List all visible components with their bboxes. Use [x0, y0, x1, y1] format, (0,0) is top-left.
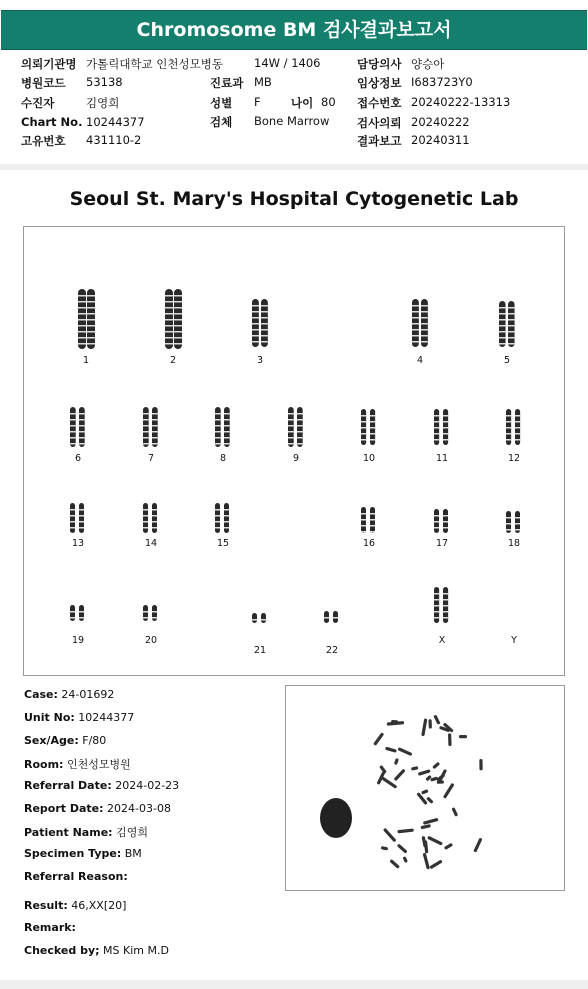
chromosome-image-5	[495, 301, 519, 347]
chromosome-image-15	[211, 503, 235, 533]
specimen-label: 검체	[210, 115, 233, 129]
sex-label: 성별	[210, 96, 233, 110]
doctor-value: 양승아	[411, 57, 445, 71]
chromosome-label-12: 12	[507, 453, 521, 464]
chromosome-label-8: 8	[219, 453, 227, 464]
metaphase-chromosome	[443, 783, 455, 799]
chromosome-image-21	[248, 613, 272, 623]
dept-value: MB	[254, 75, 272, 89]
institution-label: 의뢰기관명	[21, 57, 77, 71]
metaphase-chromosome	[473, 838, 482, 853]
metaphase-chromosome	[397, 844, 408, 854]
age-label: 나이	[291, 96, 314, 110]
chromosome-image-1	[74, 289, 98, 349]
chromosome-image-20	[139, 605, 163, 621]
dept-label: 진료과	[210, 76, 244, 90]
chromosome-image-12	[502, 409, 526, 445]
report-date-row: Report Date: 2024-03-08	[24, 802, 171, 815]
result-row: Result: 46,XX[20]	[24, 899, 127, 912]
chromosome-label-20: 20	[144, 635, 158, 646]
chromosome-label-18: 18	[507, 538, 521, 549]
patient-value: 김영희	[86, 96, 120, 110]
metaphase-chromosome	[394, 758, 399, 765]
result-date-value: 20240311	[411, 133, 470, 147]
interphase-nucleus	[320, 798, 352, 838]
metaphase-chromosome	[391, 720, 398, 724]
request-date-label: 검사의뢰	[357, 116, 402, 130]
chromosome-label-11: 11	[435, 453, 449, 464]
chromosome-image-11	[430, 409, 454, 445]
metaphase-chromosome	[423, 853, 430, 870]
metaphase-chromosome	[421, 718, 427, 736]
chromosome-image-18	[502, 511, 526, 533]
metaphase-chromosome	[381, 846, 389, 851]
doctor-label: 담당의사	[357, 57, 402, 71]
request-date-value: 20240222	[411, 115, 470, 129]
metaphase-chromosome	[479, 759, 482, 770]
chromosome-image-2	[161, 289, 185, 349]
remark-row: Remark:	[24, 921, 76, 934]
chromosome-label-2: 2	[169, 355, 177, 366]
chromosome-label-13: 13	[71, 538, 85, 549]
metaphase-chromosome	[411, 766, 419, 771]
chromosome-label-6: 6	[74, 453, 82, 464]
chromosome-label-1: 1	[82, 355, 90, 366]
chromosome-image-16	[357, 507, 381, 533]
hospital-code-value: 53138	[86, 75, 123, 89]
metaphase-chromosome	[420, 824, 431, 829]
chromosome-label-7: 7	[147, 453, 155, 464]
age-value: 80	[321, 95, 336, 109]
metaphase-chromosome	[444, 843, 453, 850]
chromosome-label-15: 15	[216, 538, 230, 549]
chart-no-value: 10244377	[86, 115, 145, 129]
karyogram-panel	[23, 226, 565, 676]
metaphase-chromosome	[424, 840, 429, 853]
metaphase-chromosome	[416, 792, 427, 805]
clinical-info-value: I683723Y0	[411, 75, 473, 89]
chromosome-image-14	[139, 503, 163, 533]
chromosome-image-7	[139, 407, 163, 447]
chromosome-label-16: 16	[362, 538, 376, 549]
referral-date-row: Referral Date: 2024-02-23	[24, 779, 180, 792]
unit-row: Unit No: 10244377	[24, 711, 135, 724]
ward-value: 14W / 1406	[254, 56, 321, 70]
metaphase-chromosome	[451, 807, 458, 817]
receipt-no-label: 접수번호	[357, 96, 402, 110]
metaphase-chromosome	[433, 715, 440, 725]
chromosome-label-5: 5	[503, 355, 511, 366]
metaphase-chromosome	[397, 828, 414, 833]
metaphase-chromosome	[398, 747, 413, 756]
chromosome-image-X	[430, 587, 454, 623]
institution-value: 가톨릭대학교 인천성모병동	[86, 57, 223, 71]
metaphase-chromosome	[373, 732, 384, 746]
chromosome-label-X: X	[438, 635, 446, 646]
chromosome-label-17: 17	[435, 538, 449, 549]
metaphase-chromosome	[421, 789, 429, 795]
receipt-no-value: 20240222-13313	[411, 95, 511, 109]
metaphase-image	[285, 685, 565, 891]
metaphase-chromosome	[389, 859, 400, 869]
chromosome-label-22: 22	[325, 645, 339, 656]
metaphase-chromosome	[448, 733, 452, 746]
chromosome-image-4	[408, 299, 432, 347]
chromosome-image-22	[320, 611, 344, 623]
metaphase-chromosome	[383, 828, 397, 843]
chromosome-label-10: 10	[362, 453, 376, 464]
report-header	[0, 0, 588, 164]
metaphase-chromosome	[429, 859, 442, 869]
chart-no-label: Chart No.	[21, 115, 83, 129]
chromosome-image-3	[248, 299, 272, 347]
metaphase-chromosome	[385, 747, 397, 753]
unique-id-label: 고유번호	[21, 134, 66, 148]
chromosome-label-14: 14	[144, 538, 158, 549]
metaphase-chromosome	[426, 797, 434, 804]
metaphase-chromosome	[432, 762, 440, 770]
checked-by-row: Checked by; MS Kim M.D	[24, 944, 169, 957]
lab-title: Seoul St. Mary's Hospital Cytogenetic Lab	[69, 188, 519, 210]
patient-name-row: Patient Name: 김영희	[24, 826, 148, 839]
chromosome-image-8	[211, 407, 235, 447]
chromosome-label-3: 3	[256, 355, 264, 366]
room-row: Room: 인천성모병원	[24, 758, 131, 771]
metaphase-spread	[286, 686, 564, 890]
chromosome-image-6	[66, 407, 90, 447]
metaphase-chromosome	[402, 856, 407, 863]
specimen-value: Bone Marrow	[254, 114, 330, 128]
sex-value: F	[254, 95, 261, 109]
chromosome-label-4: 4	[416, 355, 424, 366]
specimen-type-row: Specimen Type: BM	[24, 847, 142, 860]
metaphase-chromosome	[428, 719, 432, 729]
case-row: Case: 24-01692	[24, 688, 115, 701]
clinical-info-label: 임상정보	[357, 76, 402, 90]
metaphase-chromosome	[459, 735, 467, 738]
result-date-label: 결과보고	[357, 134, 402, 148]
metaphase-chromosome	[418, 769, 431, 776]
patient-label: 수진자	[21, 96, 55, 110]
referral-reason-row: Referral Reason:	[24, 870, 128, 883]
chromosome-label-21: 21	[253, 645, 267, 656]
chromosome-image-9	[284, 407, 308, 447]
metaphase-chromosome	[427, 836, 443, 846]
sex-age-row: Sex/Age: F/80	[24, 734, 107, 747]
metaphase-chromosome	[394, 769, 406, 782]
chromosome-image-19	[66, 605, 90, 621]
metaphase-chromosome	[430, 776, 438, 781]
metaphase-chromosome	[437, 780, 444, 783]
metaphase-chromosome	[423, 818, 439, 825]
report-title: Chromosome BM 검사결과보고서	[1, 10, 587, 50]
hospital-code-label: 병원코드	[21, 76, 66, 90]
chromosome-image-13	[66, 503, 90, 533]
chromosome-label-19: 19	[71, 635, 85, 646]
unique-id-value: 431110-2	[86, 133, 142, 147]
chromosome-image-10	[357, 409, 381, 445]
chromosome-image-17	[430, 509, 454, 533]
chromosome-label-9: 9	[292, 453, 300, 464]
chromosome-label-Y: Y	[511, 635, 517, 646]
